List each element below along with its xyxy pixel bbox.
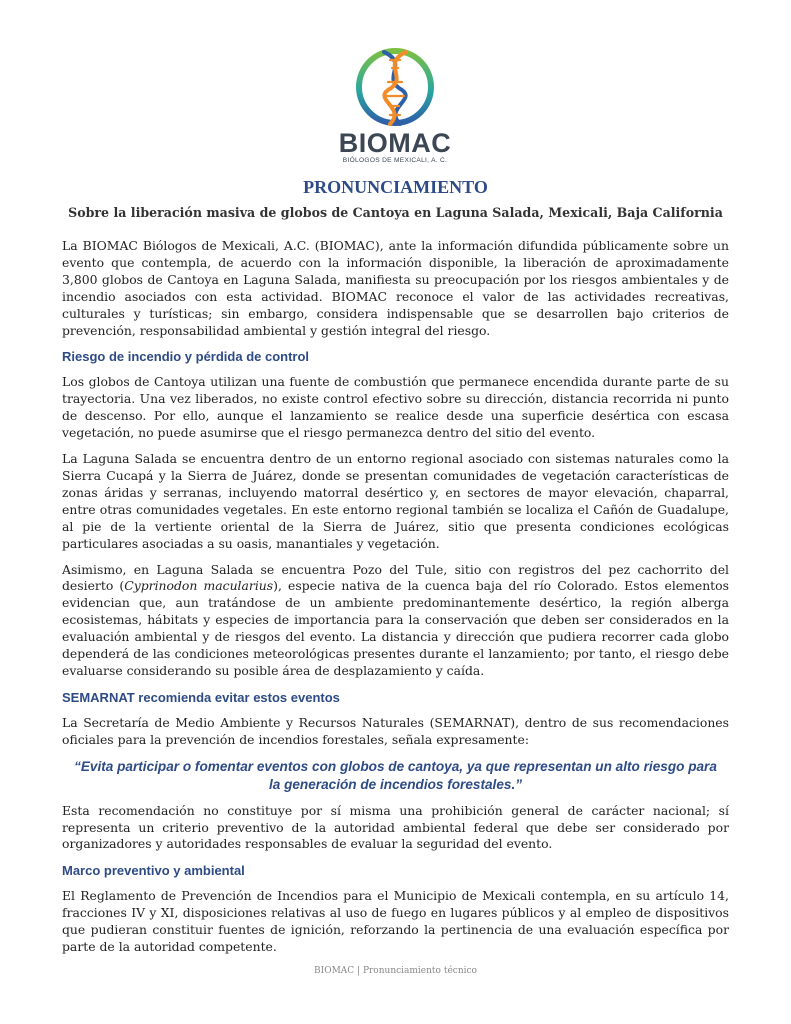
paragraph-intro: La BIOMAC Biólogos de Mexicali, A.C. (BIOMAC), ante la información difundida públicamente sobre un evento que contempla, de acuerdo con la información disponible, la liberación de aproximadamente 3,800 globos de Cantoya en Laguna Salada, manifiesta su preocupación por los riesgos ambientales y de incendio asociados con esta actividad. BIOMAC reconoce el valor de las actividades recreativas, culturales y turísticas; sin embargo, considera indispensable que se desarrollen bajo criterios de prevención, responsabilidad ambiental y gestión integral del riesgo. [62,238,729,338]
section-heading-marco: Marco preventivo y ambiental [62,863,245,879]
text-segment: Asimismo, en Laguna Salada se encuentra Pozo del Tule, sitio con registros del pez cachorrito del desierto ( [62,561,729,594]
section-heading-semarnat: SEMARNAT recomienda evitar estos eventos [62,689,340,705]
dna-helix-icon [350,44,440,132]
paragraph-combustion: Los globos de Cantoya utilizan una fuente de combustión que permanece encendida durante parte de su trayectoria. Una vez liberados, no existe control efectivo sobre su dirección, distancia recorrida ni punto de descenso. Por ello, aunque el lanzamiento se realice desde una superficie desértica con escasa vegetación, no puede asumirse que el riesgo permanezca dentro del sitio del evento. [62,374,729,441]
document-title: PRONUNCIAMIENTO [303,177,488,197]
species-name: Cyprinodon macularius [124,578,274,594]
document-body [62,238,729,965]
paragraph-recomendacion: Esta recomendación no constituye por sí misma una prohibición general de carácter nacional; sí representa un criterio preventivo de la autoridad ambiental federal que debe ser considerado por organizadores y autoridades responsables de evaluar la seguridad del evento. [62,802,729,852]
paragraph-reglamento: El Reglamento de Prevención de Incendios para el Municipio de Mexicali contempla, en su artículo 14, fracciones IV y XI, disposiciones relativas al uso de fuego en lugares públicos y al empleo de dispositivos que pudieran constituir fuentes de ignición, reforzando la pertinencia de una evaluación específica por parte de la autoridad competente. [62,888,729,955]
page-footer: BIOMAC | Pronunciamiento técnico [314,966,477,976]
paragraph-region: La Laguna Salada se encuentra dentro de un entorno regional asociado con sistemas naturales como la Sierra Cucapá y la Sierra de Juárez, donde se presentan comunidades de vegetación características de zonas áridas y serranas, incluyendo matorral desértico y, en sectores de mayor elevación, chaparral, entre otras comunidades vegetales. En este entorno regional también se localiza el Cañón de Guadalupe, al pie de la vertiente oriental de la Sierra de Juárez, sitio que presenta condiciones ecológicas particulares asociadas a su oasis, manantiales y vegetación. [62,451,729,551]
document-subtitle: Sobre la liberación masiva de globos de Cantoya en Laguna Salada, Mexicali, Baja California [68,205,723,220]
logo-subtitle: BIÓLOGOS DE MEXICALI, A. C. [342,157,448,164]
biomac-logo [330,44,460,172]
logo-name: BIOMAC [338,128,452,158]
paragraph-pozo-del-tule [62,562,729,680]
section-heading-riesgo: Riesgo de incendio y pérdida de control [62,349,310,365]
semarnat-quote: “Evita participar o fomentar eventos con globos de cantoya, ya que representan un alto riesgo para la generación de incendios forestales.” [74,758,717,792]
paragraph-semarnat: La Secretaría de Medio Ambiente y Recursos Naturales (SEMARNAT), dentro de sus recomendaciones oficiales para la prevención de incendios forestales, señala expresamente: [62,714,729,747]
text-segment: ), especie nativa de la cuenca baja del río Colorado. Estos elementos evidencian que, aun tratándose de un ambiente predominantemente desértico, la región alberga ecosistemas, hábitats y especies de importancia para la conservación que deben ser considerados en la evaluación ambiental y de riesgos del evento. La distancia y dirección que pudiera recorrer cada globo dependerá de las condiciones meteorológicas presentes durante el lanzamiento; por tanto, el riesgo debe evaluarse considerando su posible área de desplazamiento y caída. [62,578,729,678]
